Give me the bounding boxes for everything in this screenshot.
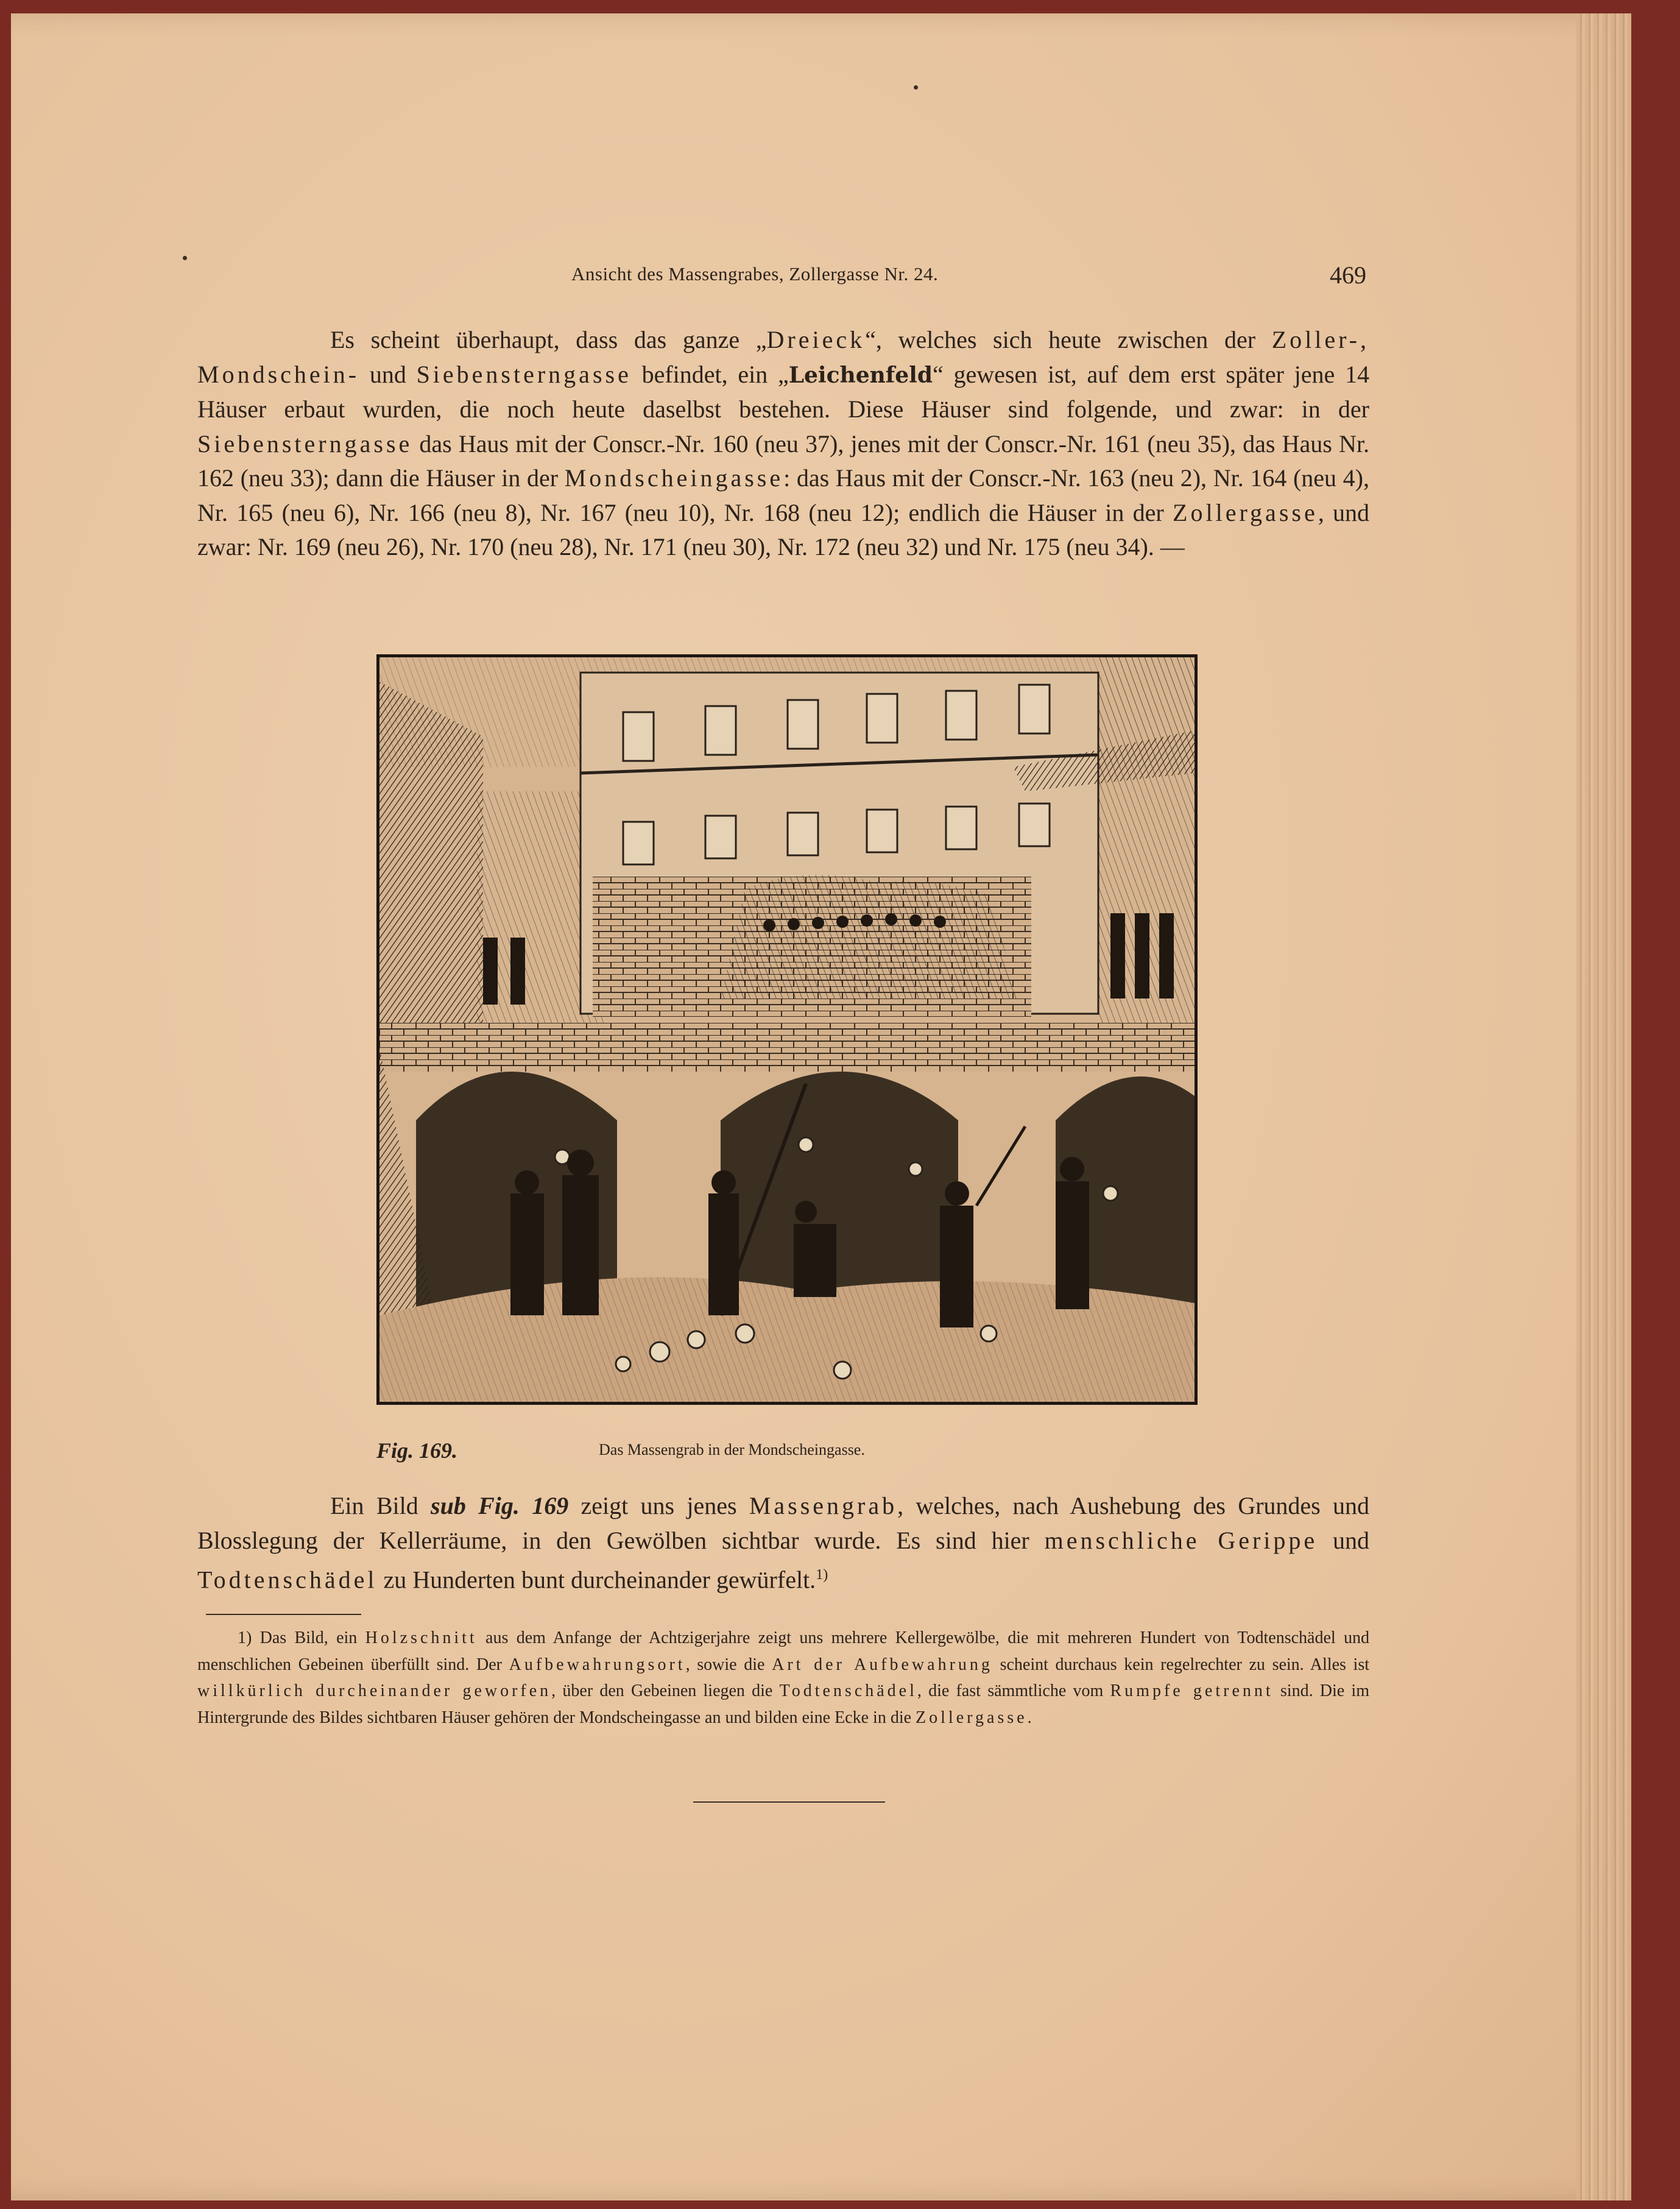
footnote [197,1625,1369,1731]
text-run: . [1027,1708,1032,1727]
text-run: zeigt uns jenes [568,1492,749,1519]
running-header [194,263,1366,300]
fraktur-text: Leichenfeld [788,362,933,388]
figure-reference: sub Fig. 169 [431,1492,569,1519]
text-run: Ein Bild [330,1492,431,1519]
spaced-text: Holzschnitt [365,1628,478,1647]
text-run: , die fast sämmtliche vom [917,1681,1110,1700]
text-run: das Haus mit der Conscr.-Nr. 160 (neu 37), jenes mit der Conscr.-Nr. 161 (neu 35), das Haus Nr. 162 (neu 33); dann die Häuser in der [197,429,1369,492]
figure-caption: Das Massengrab in der Mondscheingasse. [599,1441,865,1458]
page-edge [1576,13,1631,2200]
text-run: Es scheint überhaupt, dass das ganze „ [330,326,767,353]
spaced-text: Zoller-, Mondschein- [197,326,1369,388]
spaced-text: Aufbewahrungsort [509,1655,686,1674]
spaced-text: Massengrab [749,1492,898,1519]
ink-speck [183,256,187,260]
text-run: “ gewesen ist, auf dem erst später jene 14 Häuser erbaut wurden, die noch heute daselbst bestehen. Diese Häuser sind folgende, und zwar: in der [197,360,1370,423]
spaced-text: Todtenschädel [197,1566,378,1594]
footnote-divider [206,1614,361,1615]
running-title: Ansicht des Massengrabes, Zollergasse Nr. 24. [571,263,939,285]
text-run: , über den Gebeinen liegen die [551,1681,780,1700]
book-page [11,13,1631,2200]
woodcut-illustration [376,654,1198,1405]
page-number: 469 [1330,261,1366,289]
text-run: aus dem Anfange der Achtzigerjahre zeigt uns mehrere Kellergewölbe, die mit mehreren Hundert von Todtenschädel und menschlichen Gebeinen überfüllt sind. Der [197,1628,1370,1674]
spaced-text: Todtenschädel [779,1681,917,1700]
figure-label: Fig. 169. [376,1438,458,1463]
text-run: zu Hunderten bunt durcheinander gewürfelt. [377,1566,816,1594]
text-run: befindet, ein „ [631,360,789,388]
spaced-text: Dreieck [766,326,866,353]
footnote-marker: 1) [816,1567,828,1583]
ink-speck [914,85,918,90]
text-run: , welches, nach Aushebung des Grundes und Blosslegung der Kellerräume, in den Gewölben sichtbar wurde. Es sind hier [197,1492,1370,1554]
spaced-text: willkürlich durcheinander geworfen [197,1681,552,1700]
spaced-text: Siebensterngasse [197,429,413,458]
spaced-text: menschliche Gerippe [1044,1526,1318,1554]
spaced-text: Siebensterngasse [416,360,632,388]
paragraph-2 [197,1489,1369,1597]
spaced-text: Art der Aufbewahrung [772,1655,993,1674]
spaced-text: Zollergasse [1173,498,1318,526]
spaced-text: Mondscheingasse [564,464,784,492]
spaced-text: Rumpfe getrennt [1110,1681,1274,1700]
paragraph-1 [197,323,1369,565]
woodcut-drawing [379,657,1195,1402]
text-run: sind. Die im Hintergrunde des Bildes sichtbaren Häuser gehören der Mondscheingasse an und bilden eine Ecke in die [197,1681,1369,1727]
text-run: , sowie die [685,1655,772,1674]
spaced-text: Zollergasse [916,1708,1028,1727]
text-run: und [1318,1526,1370,1554]
text-run: scheint durchaus kein regelrechter zu sein. Alles ist [992,1655,1370,1674]
text-run: 1) Das Bild, ein [238,1628,365,1647]
text-run: “, welches sich heute zwischen der [865,326,1272,353]
text-run: , und zwar: Nr. 169 (neu 26), Nr. 170 (neu 28), Nr. 171 (neu 30), Nr. 172 (neu 32) und Nr. 175 (neu 34). — [197,498,1370,560]
text-run: : das Haus mit der Conscr.-Nr. 163 (neu 2), Nr. 164 (neu 4), Nr. 165 (neu 6), Nr. 166 (neu 8), Nr. 167 (neu 10), Nr. 168 (neu 12); endlich die Häuser in der [197,464,1369,526]
text-run: und [359,360,417,388]
section-end-rule [693,1801,885,1803]
